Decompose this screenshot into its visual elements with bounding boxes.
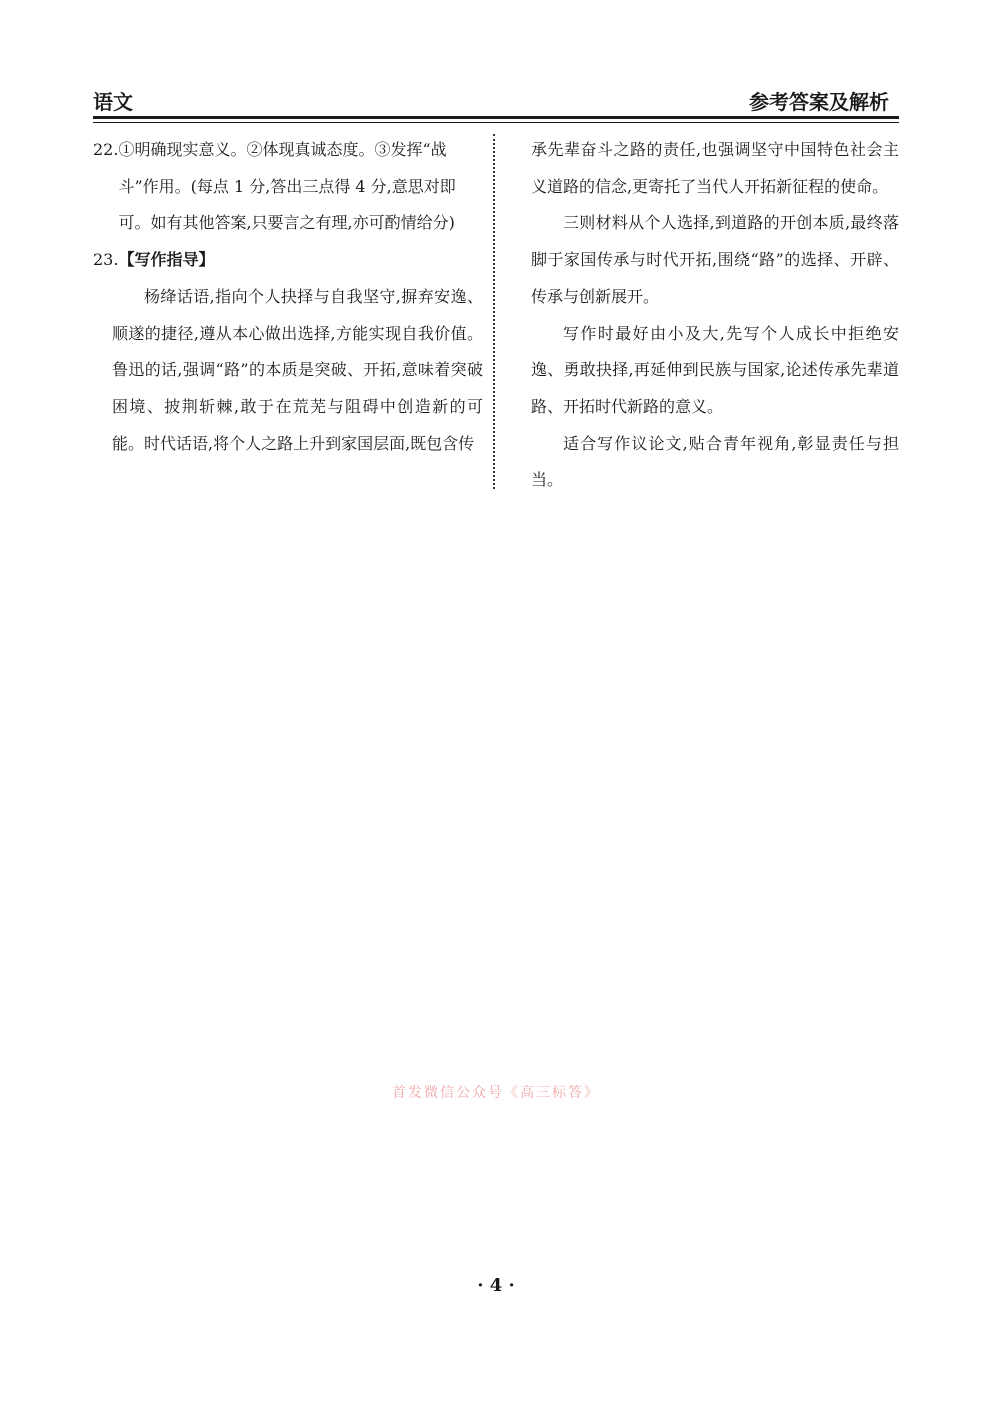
question-23-title: 【写作指导】 bbox=[118, 250, 215, 270]
question-23-heading bbox=[93, 242, 483, 279]
question-22-line: 斗”作用。(每点 1 分,答出三点得 4 分,意思对即 bbox=[118, 176, 456, 196]
question-23-number: 23. bbox=[93, 250, 119, 270]
question-22-line: ①明确现实意义。②体现真诚态度。③发挥“战 bbox=[118, 140, 447, 159]
header-rule-thick bbox=[93, 116, 899, 119]
question-23-paragraph: 写作时最好由小及大,先写个人成长中拒绝安逸、勇敢抉择,再延伸到民族与国家,论述传承先辈道路、开拓时代新路的意义。 bbox=[531, 323, 899, 416]
header-subject: 语文 bbox=[93, 90, 133, 114]
left-column bbox=[93, 132, 483, 462]
question-23-paragraph: 适合写作议论文,贴合青年视角,彰显责任与担当。 bbox=[531, 433, 899, 490]
watermark-text: 首发微信公众号《高三标答》 bbox=[392, 1085, 600, 1101]
question-23-paragraph-continued: 承先辈奋斗之路的责任,也强调坚守中国特色社会主义道路的信念,更寄托了当代人开拓新征程的使命。 bbox=[531, 140, 899, 196]
header-section-title: 参考答案及解析 bbox=[749, 90, 889, 114]
question-22-answer bbox=[118, 132, 483, 242]
page-number: · 4 · bbox=[477, 1275, 515, 1296]
question-22-number: 22. bbox=[93, 140, 119, 159]
question-22 bbox=[93, 132, 483, 242]
question-23-paragraph: 杨绛话语,指向个人抉择与自我坚守,摒弃安逸、顺遂的捷径,遵从本心做出选择,方能实现自我价值。鲁迅的话,强调“路”的本质是突破、开拓,意味着突破困境、披荆斩棘,敢于在荒芜与阻碍中创造新的可能。时代话语,将个人之路上升到家国层面,既包含传 bbox=[112, 286, 483, 453]
column-divider bbox=[493, 134, 495, 489]
question-23-answer-part1 bbox=[93, 279, 483, 463]
header-rule-thin bbox=[93, 122, 899, 123]
question-22-line: 可。如有其他答案,只要言之有理,亦可酌情给分) bbox=[118, 213, 455, 233]
right-column bbox=[531, 132, 899, 499]
question-23-paragraph: 三则材料从个人选择,到道路的开创本质,最终落脚于家国传承与时代开拓,围绕“路”的选择、开辟、传承与创新展开。 bbox=[531, 213, 899, 306]
